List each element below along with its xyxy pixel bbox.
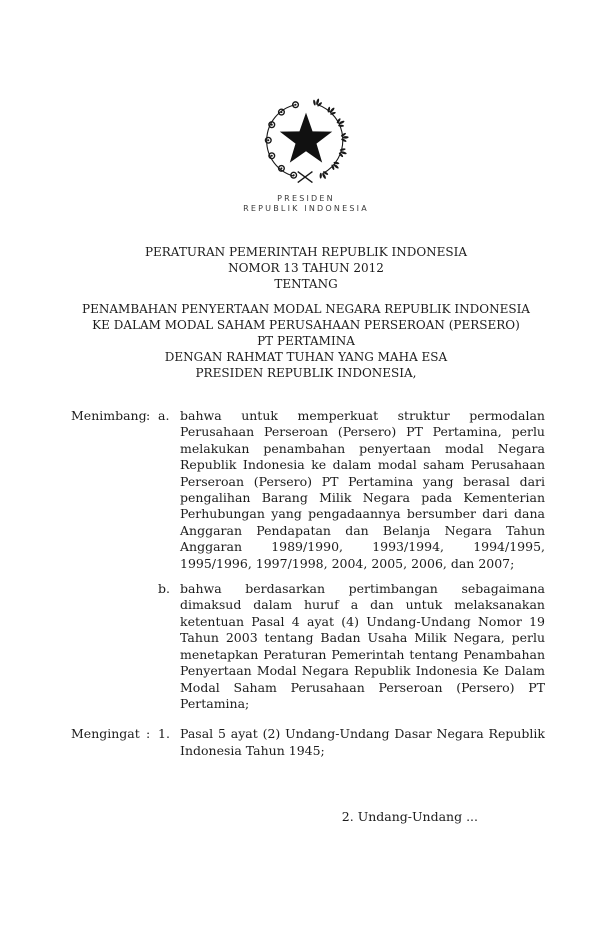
considerations-separator: : xyxy=(146,408,151,423)
issuer-line: PRESIDEN REPUBLIK INDONESIA, xyxy=(195,366,417,380)
invocation-line: DENGAN RAHMAT TUHAN YANG MAHA ESA xyxy=(164,350,448,364)
doc-number: NOMOR 13 TAHUN 2012 xyxy=(228,261,384,275)
legal-basis-separator: : xyxy=(146,726,151,742)
considerations-label: Menimbang xyxy=(71,408,147,423)
item-marker: b. xyxy=(158,581,170,597)
star-icon xyxy=(280,113,332,163)
legal-basis-item-1 xyxy=(71,726,545,759)
doc-subject-line3: PT PERTAMINA xyxy=(257,334,355,348)
item-text: bahwa berdasarkan pertimbangan sebagaimana dimaksud dalam huruf a dan untuk melaksanakan ketentuan Pasal 4 ayat (4) Undang-Undang Nomor 19 Tahun 2003 tentang Badan Usaha Milik Negara, perlu menetapkan Peraturan Pemerintah tentang Penambahan Penyertaan Modal Negara Republik Indonesia Ke Dalam Modal Saham Perusahaan Perseroan (Persero) PT Pertamina; xyxy=(180,581,545,711)
doc-subject-line2: KE DALAM MODAL SAHAM PERUSAHAAN PERSEROAN (PERSERO) xyxy=(92,318,520,332)
item-text: bahwa untuk memperkuat struktur permodalan Perusahaan Perseroan (Persero) PT Pertamina, perlu melakukan penambahan penyertaan modal Negara Republik Indonesia ke dalam modal saham Perusahaan Perseroan (Persero) PT Pertamina yang berasal dari pengalihan Barang Milik Negara pada Kementerian Perhubungan yang pengadaannya bersumber dari dana Anggaran Pendapatan dan Belanja Negara Tahun Anggaran 1989/1990, 1993/1994, 1994/1995, 1995/1996, 1997/1998, 2004, 2005, 2006, dan 2007; xyxy=(180,408,545,571)
seal-caption-line2: REPUBLIK INDONESIA xyxy=(243,204,369,213)
presidential-seal-icon xyxy=(258,97,354,189)
item-marker: 1. xyxy=(158,726,170,742)
document-heading xyxy=(0,244,612,381)
seal-caption xyxy=(0,194,612,214)
page-catchword: 2. Undang-Undang ... xyxy=(341,809,478,825)
item-marker: a. xyxy=(158,408,170,423)
doc-subject-line1: PENAMBAHAN PENYERTAAN MODAL NEGARA REPUBLIK INDONESIA xyxy=(82,302,530,316)
considerations-section xyxy=(71,408,545,712)
consideration-item-a xyxy=(71,408,545,572)
document-body xyxy=(71,408,545,826)
doc-type-title: PERATURAN PEMERINTAH REPUBLIK INDONESIA xyxy=(144,245,468,259)
seal-caption-line1: PRESIDEN xyxy=(277,194,335,203)
consideration-item-b xyxy=(71,581,545,712)
about-label: TENTANG xyxy=(274,277,338,291)
item-text: Pasal 5 ayat (2) Undang-Undang Dasar Negara Republik Indonesia Tahun 1945; xyxy=(180,726,545,758)
legal-basis-section xyxy=(71,726,545,759)
doc-subject xyxy=(0,301,612,349)
legal-basis-label: Mengingat xyxy=(71,726,140,742)
